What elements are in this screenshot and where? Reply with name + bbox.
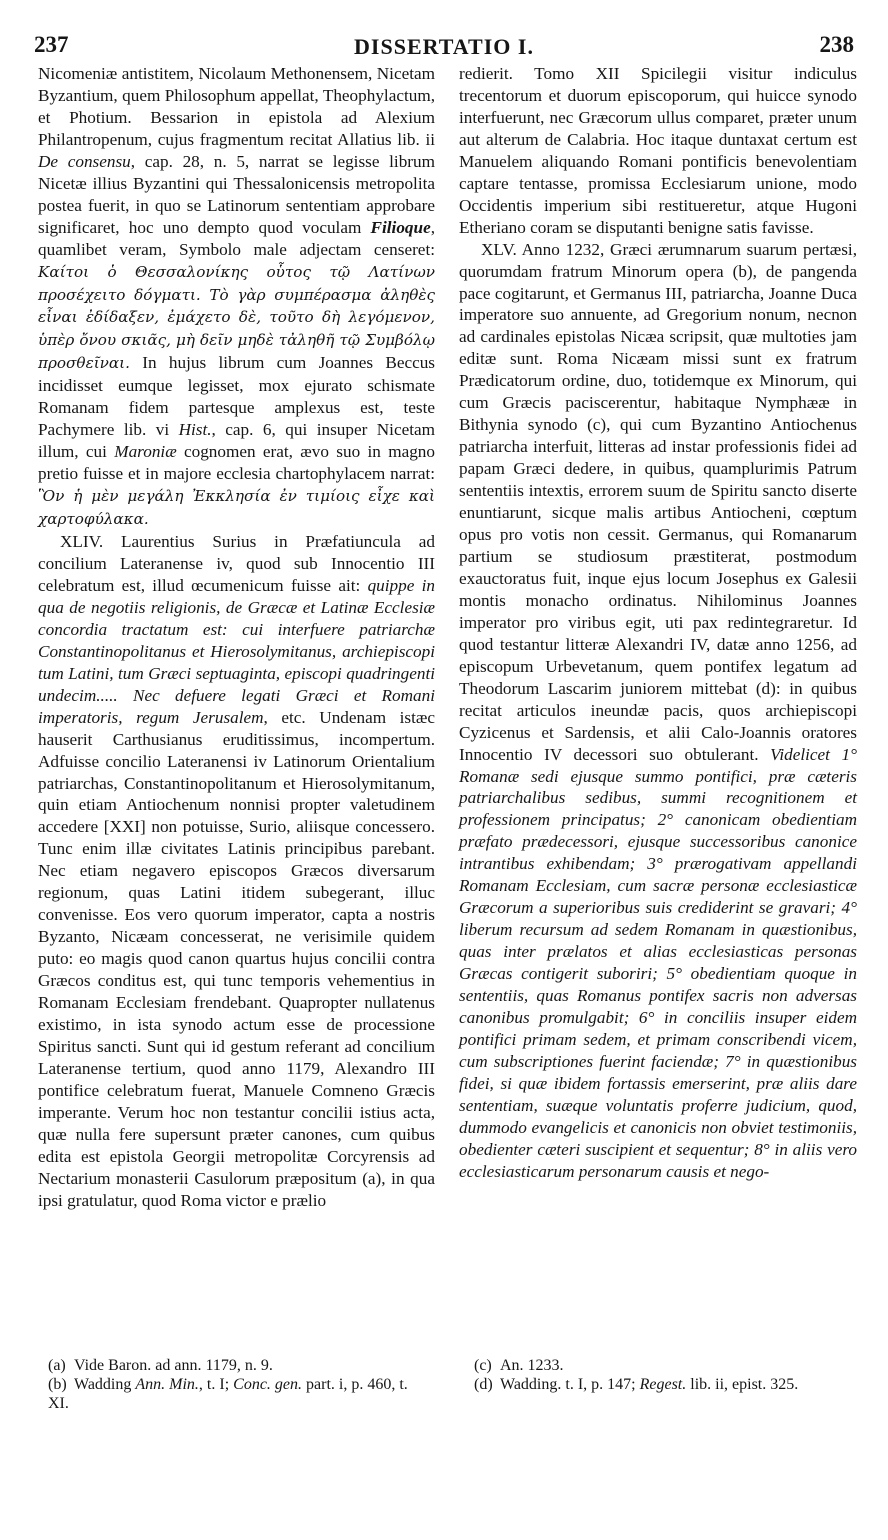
greek-quote: Ὃν ἡ μὲν μεγάλη Ἐκκλησία ἐν τιμίοις εἶχε καὶ χαρτοφύλακα. — [38, 487, 435, 529]
footnote: (a) Vide Baron. ad ann. 1179, n. 9. — [48, 1357, 273, 1374]
greek-quote: Καίτοι ὁ Θεσσαλονίκης οὗτος τῷ Λατίνων προσέχειτο δόγματι. Τὸ γὰρ συμπέρασμα ἀληθὲς εἶναι ἐδίδαξεν, ἐμάχετο δὲ, τοῦτο δὴ λεγόμενον, ὑπὲρ ὄνου σκιᾶς, μὴ δεῖν μηδὲ τἀληθῆ τῷ Συμβόλῳ προσθεῖναι. — [38, 262, 435, 373]
paragraph-continuation: redierit. Tomo XII Spicilegii visitur indiculus trecentorum et duorum episcoporum, qui huicce synodo interfuerunt, nec Græcorum ullus comparet, præter unum aut alterum de Calabria. Hoc itaque duntaxat certum est Manuelem aliquando Romani pontificis benevolentiam captare tentasse, promissa Ecclesiarum unione, modo Occidentis imperium sibi restitueretur, atque Hugoni Etheriano coram se disputanti benigne satis favisse. — [459, 64, 857, 237]
footnote-mark: (b) — [48, 1376, 67, 1393]
footnote: (d) Wadding. t. I, p. 147; Regest. lib. ii, epist. 325. — [474, 1376, 799, 1393]
page-header — [34, 32, 854, 60]
page-number-left: 237 — [34, 32, 69, 57]
footnote: (c) An. 1233. — [474, 1357, 564, 1374]
paragraph-xlv: XLV. Anno 1232, Græci ærumnarum suarum pertæsi, quorumdam fratrum Minorum opera (b), de pangenda pace cogitarunt, et Germanus III, patriarcha, Joanne Duca imperatore suo annuente, ad Gregorium nonum, necnon ad cardinales epistolas Nicæa scripsit, quæ multoties jam editæ sunt. Roma Nicæam missi sunt ex fratrum Prædicatorum ordine, duo, totidemque ex Minorum, qui cum Græcis paciscerentur, habitaque Nymphææ in Bithynia synodo (c), qui cum Byzantino Antiochenus patriarcha interfuit, litteras ad instar professionis fidei ad papam Græci dedere, in quibus, quamplurimis Patrum sententiis intextis, errorem suum de Spiritu sancto diserte enuntiarunt, sicque malis artibus Antiocheni, cœptum opus pro votis non cessit. Germanus, qui Romanarum partium se studiosum præstiterat, postmodum exauctoratus fuit, inque ejus locum Josephus ex Galesii montis monacho ordinatus. Nihilominus Joannes imperator pro viribus egit, uti pax redintegraretur. Id quod testantur litteræ Alexandri IV, datæ anno 1256, ad episcopum Urbevetanum, quem pontifex legatum ad Theodorum Lascarim juniorem mittebat (d): in quibus recitat articulos ineundæ pacis, quos archiepiscopi Cyzicenus et Sardensis, et alii Calo-Joannis oratores Innocentio IV decessori suo obtulerant. Videlicet 1° Romanæ sedi ejusque summo pontifici, præ cæteris patriarchalibus sedibus, summi recognitionem et professionem principatus; 2° canonicam obedientiam præfato prædecessori, ejusque successoribus canonice intrantibus exhibendam; 3° prærogativam appellandi Romanam Ecclesiam, cum sacræ personæ ecclesiasticæ Græcorum a superioribus suis crediderint se gravari; 4° liberum recursum ad sedem Romanam in quæstionibus, quas inter prælatos et alias ecclesiasticas personas Græcas contigerit suboriri; 5° obedientiam quoque in sententiis, quas Romanus pontifex sacris non adversas canonibus promulgabit; 6° in conciliis insuper eidem pontifici primam sedem, et primam conscribendi vicem, cum subscriptiones fuerint faciendæ; 7° in quæstionibus fidei, si quæ ibidem fortassis emerserint, præ aliis dare sententiam, suæque voluntatis proferre judicium, quod, dummodo evangelicis et canonicis non obviet testimoniis, obedienter cæteri suscipient et sequentur; 8° in aliis vero ecclesiasticarum personarum causis et nego- — [459, 239, 857, 1181]
footnotes-left — [48, 1356, 428, 1413]
left-column — [38, 63, 435, 1212]
footnotes-right — [474, 1356, 854, 1394]
footnote-mark: (c) — [474, 1357, 492, 1374]
right-column — [459, 63, 857, 1183]
footnote-mark: (d) — [474, 1376, 493, 1393]
footnote: (b) Wadding Ann. Min., t. I; Conc. gen. part. i, p. 460, t. XI. — [48, 1376, 408, 1412]
paragraph-nicetas: Nicomeniæ antistitem, Nicolaum Methonensem, Nicetam Byzantium, quem Philosophum appellat, Theophylactum, et Photium. Bessarion in epistola ad Alexium Philantropenum, cujus fragmentum recitat Allatius lib. ii De consensu, cap. 28, n. 5, narrat se legisse librum Nicetæ illius Byzantini qui Thessalonicensis metropolita postea fuerit, in quo se Latinorum sententiam approbare significaret, hoc uno dempto quod voculam Filioque, quamlibet veram, Symbolo male adjectam censeret: Καίτοι ὁ Θεσσαλονίκης οὗτος τῷ Λατίνων προσέχειτο δόγματι. Τὸ γὰρ συμπέρασμα ἀληθὲς εἶναι ἐδίδαξεν, ἐμάχετο δὲ, τοῦτο δὴ λεγόμενον, ὑπὲρ ὄνου σκιᾶς, μὴ δεῖν μηδὲ τἀληθῆ τῷ Συμβόλῳ προσθεῖναι. In hujus librum cum Joannes Beccus incidisset eumque legisset, mox ejurato schismate Romanam fidem partesque amplexus est, teste Pachymere lib. vi Hist., cap. 6, qui insuper Nicetam illum, cui Maroniæ cognomen erat, ævo suo in magno pretio fuisse et in majore ecclesia chartophylacem narrat: Ὃν ἡ μὲν μεγάλη Ἐκκλησία ἐν τιμίοις εἶχε καὶ χαρτοφύλακα. — [38, 64, 435, 529]
footnote-mark: (a) — [48, 1357, 66, 1374]
running-title: DISSERTATIO I. — [354, 34, 534, 59]
page-number-right: 238 — [819, 32, 854, 57]
paragraph-xliv: XLIV. Laurentius Surius in Præfatiuncula ad concilium Lateranense iv, quod sub Innocentio III celebratum est, illud œcumenicum fuisse ait: quippe in qua de negotiis religionis, de Græcæ et Latinæ Ecclesiæ concordia tractatum est: cui interfuere patriarchæ Constantinopolitanus et Hierosolymitanus, archiepiscopi tum Latini, tum Græci septuaginta, episcopi quadringenti undecim..... Nec defuere legati Græci et Romani imperatoris, regum Jerusalem, etc. Undenam istæc hauserit Carthusianus eruditissimus, incompertum. Adfuisse concilio Lateranensi iv Latinorum Orientalium patriarchas, Constantinopolitanum et Hierosolymitanum, quin etiam Antiochenum nonnisi propter valetudinem accedere [XXI] non potuisse, Surio, aliisque concessero. Tunc enim illæ civitates Latinis principibus parebant. Nec etiam negavero episcopos Græcos diversarum regionum, quas Latini itidem subegerant, illuc convenisse. Eos vero quorum imperator, capta a nostris Byzanto, Nicæam concesserat, ne verisimile quidem puto: eo magis quod canon quartus hujus concilii contra Græcos conditus est, qui tunc temporis vehementius in Romanam Ecclesiam frendebant. Quapropter nullatenus existimo, in ista synodo actum esse de processione Spiritus sancti. Sunt qui id gestum referant ad concilium Lateranense tertium, quod anno 1179, Alexandro III pontifice celebratum fuerat, Manuele Comneno Græcis imperante. Verum hoc non testantur concilii istius acta, quæ nulla fere supersunt præter canones, cum quibus edita est epistola Georgii metropolitæ Corcyrensis ad Nectarium monasterii Casulorum præpositum (a), in qua ipsi gratulatur, quod Roma victor e prælio — [38, 532, 435, 1210]
